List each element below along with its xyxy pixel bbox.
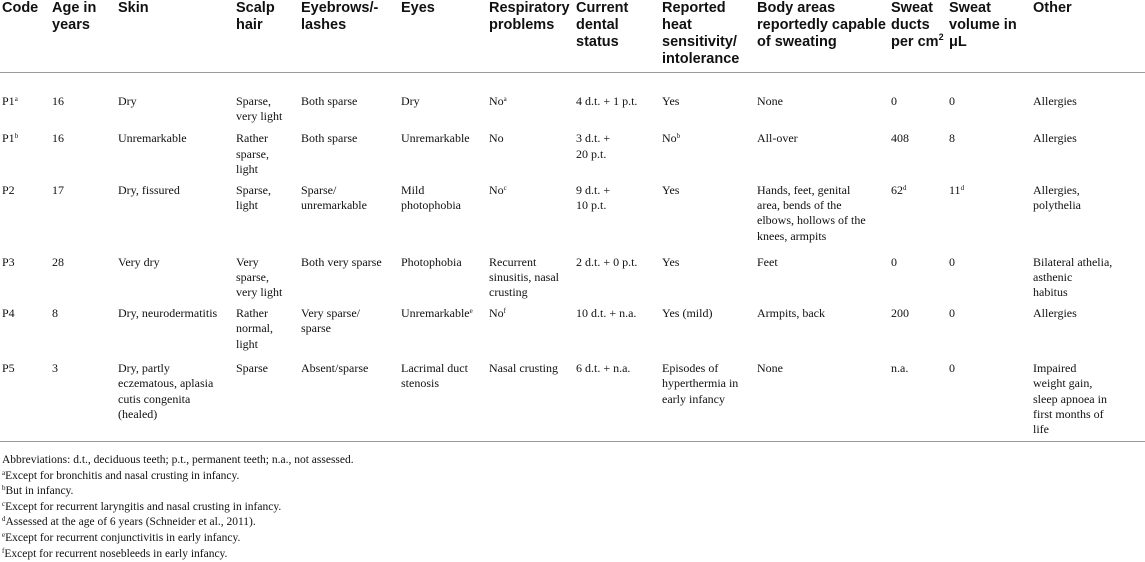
header-eyebrows-lashes: Eyebrows/-lashes [299,0,399,72]
cell-sweat-ducts [889,301,947,354]
cell-respiratory-text: No [489,182,504,197]
cell-scalp-hair-text: Very sparse, very light [236,254,283,300]
cell-body-areas-text: None [757,93,783,108]
footnote-b [2,484,354,500]
cell-sweat-volume [947,72,1031,124]
table-row [0,124,1145,177]
cell-dental [574,248,660,301]
cell-skin-text: Dry, fissured [118,182,180,197]
cell-skin [116,124,234,177]
cell-code-text: P1 [2,93,15,108]
cell-heat [660,124,755,177]
cell-scalp-hair-text: Rather sparse, light [236,131,269,177]
header-sweat-ducts-sup: 2 [938,32,944,42]
header-dental: Current dental status [574,0,660,72]
cell-body-areas-text: Feet [757,254,778,269]
cell-eyes-text: Unremarkable [401,131,470,146]
cell-skin [116,248,234,301]
cell-sweat-volume [947,124,1031,177]
cell-body-areas [755,354,889,442]
cell-sweat-volume [947,248,1031,301]
cell-body-areas [755,248,889,301]
cell-scalp-hair-text: Sparse, very light [236,93,283,123]
cell-eyes-text: Dry [401,93,420,108]
cell-body-areas-text: Armpits, back [757,305,825,320]
header-skin: Skin [116,0,234,72]
footnote-mark: e [2,530,6,539]
cell-sweat-ducts-text: 62 [891,182,903,197]
cell-skin [116,354,234,442]
footnote-text: But in infancy. [5,485,74,498]
cell-code-text: P1 [2,131,15,146]
cell-respiratory [487,354,574,442]
footnote-abbreviations: Abbreviations: d.t., deciduous teeth; p.t., permanent teeth; n.a., not assessed. [2,454,354,466]
cell-sweat-volume-footnote-mark: d [960,183,965,192]
cell-sweat-ducts-text: 408 [891,131,909,146]
cell-code-text: P2 [2,182,15,197]
table-row [0,354,1145,442]
cell-eyebrows-lashes-text: Both sparse [301,93,358,108]
cell-respiratory-text: Nasal crusting [489,360,558,375]
table-row [0,301,1145,354]
cell-eyebrows-lashes-text: Both very sparse [301,254,382,269]
cell-eyes [399,354,487,442]
cell-age [50,178,116,248]
table-row [0,72,1145,124]
cell-heat-text: Yes (mild) [662,305,713,320]
cell-code-text: P3 [2,254,15,269]
table-row [0,248,1145,301]
cell-skin-text: Unremarkable [118,131,187,146]
cell-eyes [399,72,487,124]
cell-body-areas-text: All-over [757,131,798,146]
cell-body-areas [755,301,889,354]
cell-scalp-hair [234,248,299,301]
cell-sweat-volume-text: 11 [949,182,961,197]
cell-eyes-footnote-mark: e [469,306,473,315]
cell-eyes-text: Mild photophobia [401,182,461,212]
cell-skin-text: Very dry [118,254,160,269]
footnote-f [2,547,354,562]
cell-sweat-ducts-text: 0 [891,93,897,108]
cell-heat-text: Yes [662,93,680,108]
cell-code [0,72,50,124]
cell-dental [574,124,660,177]
cell-other-text: Bilateral athelia, asthenic habitus [1033,254,1113,300]
footnote-d [2,515,354,531]
cell-body-areas-text: None [757,360,783,375]
cell-scalp-hair-text: Sparse, light [236,182,271,212]
cell-other [1031,248,1145,301]
cell-sweat-ducts-text: n.a. [891,360,909,375]
cell-other-text: Impaired weight gain, sleep apnoea in first months of life [1033,360,1107,437]
cell-scalp-hair [234,178,299,248]
cell-sweat-volume-text: 8 [949,131,955,146]
footnote-mark: b [2,484,6,493]
cell-dental-text: 4 d.t. + 1 p.t. [576,93,638,108]
cell-body-areas [755,178,889,248]
cell-sweat-ducts [889,124,947,177]
cell-respiratory-footnote-mark: c [503,183,507,192]
cell-age-text: 16 [52,93,64,108]
header-age: Age in years [50,0,116,72]
table-row [0,178,1145,248]
footnote-text: Except for recurrent laryngitis and nasal crusting in infancy. [5,500,282,513]
cell-eyebrows-lashes [299,72,399,124]
cell-heat [660,72,755,124]
cell-age-text: 28 [52,254,64,269]
footnote-mark: c [2,499,6,508]
cell-respiratory [487,248,574,301]
cell-heat [660,248,755,301]
cell-age-text: 8 [52,305,58,320]
cell-age [50,248,116,301]
cell-respiratory-text: No [489,305,504,320]
cell-dental [574,178,660,248]
cell-heat-text: No [662,131,677,146]
cell-respiratory [487,178,574,248]
cell-eyebrows-lashes-text: Absent/sparse [301,360,369,375]
cell-respiratory [487,301,574,354]
cell-skin [116,178,234,248]
cell-eyes [399,178,487,248]
cell-skin-text: Dry, neurodermatitis [118,305,218,320]
cell-sweat-volume-text: 0 [949,305,955,320]
cell-age [50,301,116,354]
cell-code [0,124,50,177]
cell-sweat-ducts [889,72,947,124]
cell-respiratory-footnote-mark: f [503,306,507,315]
cell-code [0,301,50,354]
footnote-mark: f [2,546,5,555]
footnote-a [2,469,354,485]
footnote-mark: a [2,468,6,477]
cell-other [1031,178,1145,248]
cell-age-text: 3 [52,360,58,375]
cell-body-areas [755,72,889,124]
cell-sweat-volume [947,354,1031,442]
cell-scalp-hair [234,354,299,442]
cell-skin-text: Dry [118,93,137,108]
cell-eyes [399,301,487,354]
cell-respiratory [487,124,574,177]
header-sweat-ducts [889,0,947,72]
cell-skin-text: Dry, partly eczematous, aplasia cutis congenita (healed) [118,360,214,421]
cell-code [0,354,50,442]
cell-eyes-text: Lacrimal duct stenosis [401,360,468,391]
cell-respiratory-text: No [489,93,504,108]
header-eyes: Eyes [399,0,487,72]
cell-other-text: Allergies [1033,93,1077,108]
cell-sweat-ducts [889,354,947,442]
cell-heat-text: Yes [662,182,680,197]
cell-eyebrows-lashes [299,248,399,301]
table-footnotes [2,453,354,562]
footnote-text: Except for recurrent nosebleeds in early infancy. [4,547,228,560]
header-respiratory: Respiratory problems [487,0,574,72]
cell-other [1031,354,1145,442]
footnote-text: Except for bronchitis and nasal crusting in infancy. [5,469,240,482]
cell-body-areas-text: Hands, feet, genital area, bends of the elbows, hollows of the knees, armpits [757,182,866,243]
cell-sweat-ducts-text: 200 [891,305,909,320]
cell-dental-text: 9 d.t. + 10 p.t. [576,182,611,212]
cell-eyebrows-lashes [299,301,399,354]
cell-other-text: Allergies [1033,305,1077,320]
cell-age [50,72,116,124]
cell-eyebrows-lashes-text: Very sparse/ sparse [301,305,360,336]
cell-eyes [399,124,487,177]
cell-sweat-ducts [889,248,947,301]
footnote-text: Assessed at the age of 6 years (Schneider et al., 2011). [5,516,256,529]
cell-eyebrows-lashes-text: Both sparse [301,131,358,146]
cell-other [1031,72,1145,124]
cell-sweat-volume-text: 0 [949,360,955,375]
cell-scalp-hair [234,301,299,354]
cell-age-text: 16 [52,131,64,146]
cell-sweat-volume-text: 0 [949,93,955,108]
cell-skin [116,301,234,354]
cell-scalp-hair [234,124,299,177]
footnote-e [2,531,354,547]
header-sweat-volume: Sweat volume in μL [947,0,1031,72]
cell-dental-text: 2 d.t. + 0 p.t. [576,254,638,269]
footnote-text: Except for recurrent conjunctivitis in early infancy. [5,531,241,544]
footnote-c [2,500,354,516]
cell-heat [660,178,755,248]
cell-dental [574,354,660,442]
cell-code-text: P5 [2,360,15,375]
cell-other-text: Allergies [1033,131,1077,146]
cell-eyes-text: Photophobia [401,254,462,269]
cell-respiratory-text: Recurrent sinusitis, nasal crusting [489,254,560,300]
cell-heat-footnote-mark: b [676,132,681,141]
cell-eyebrows-lashes [299,354,399,442]
cell-dental-text: 3 d.t. + 20 p.t. [576,131,611,161]
cell-other [1031,301,1145,354]
cell-other [1031,124,1145,177]
footnote-mark: d [2,515,6,524]
cell-code-footnote-mark: b [14,132,19,141]
header-other: Other [1031,0,1145,72]
cell-respiratory-footnote-mark: a [503,94,507,103]
cell-heat-text: Episodes of hyperthermia in early infancy [662,360,739,406]
header-scalp-hair: Scalp hair [234,0,299,72]
cell-respiratory-text: No [489,131,504,146]
cell-scalp-hair-text: Rather normal, light [236,305,273,351]
cell-sweat-ducts-text: 0 [891,254,897,269]
header-body-areas: Body areas reportedly capable of sweating [755,0,889,72]
cell-eyebrows-lashes-text: Sparse/ unremarkable [301,182,367,212]
cell-sweat-volume-text: 0 [949,254,955,269]
cell-dental [574,301,660,354]
header-row [0,0,1145,72]
cell-scalp-hair [234,72,299,124]
header-sweat-ducts-label: Sweat ducts per cm [891,0,939,50]
cell-code [0,248,50,301]
cell-eyebrows-lashes [299,178,399,248]
cell-sweat-ducts [889,178,947,248]
cell-sweat-volume [947,301,1031,354]
cell-eyes-text: Unremarkable [401,305,470,320]
header-heat: Reported heat sensitivity/ intolerance [660,0,755,72]
cell-code-footnote-mark: a [14,94,18,103]
cell-dental-text: 10 d.t. + n.a. [576,305,637,320]
cell-eyes [399,248,487,301]
cell-age [50,124,116,177]
cell-code-text: P4 [2,305,15,320]
cell-code [0,178,50,248]
cell-eyebrows-lashes [299,124,399,177]
cell-heat-text: Yes [662,254,680,269]
cell-age [50,354,116,442]
cell-heat [660,354,755,442]
cell-other-text: Allergies, polythelia [1033,182,1081,212]
cell-body-areas [755,124,889,177]
cell-sweat-volume [947,178,1031,248]
header-code: Code [0,0,50,72]
cell-dental [574,72,660,124]
cell-heat [660,301,755,354]
cell-skin [116,72,234,124]
cell-respiratory [487,72,574,124]
cell-scalp-hair-text: Sparse [236,360,268,375]
cell-age-text: 17 [52,182,64,197]
cell-dental-text: 6 d.t. + n.a. [576,360,631,375]
cell-sweat-ducts-footnote-mark: d [903,183,907,192]
